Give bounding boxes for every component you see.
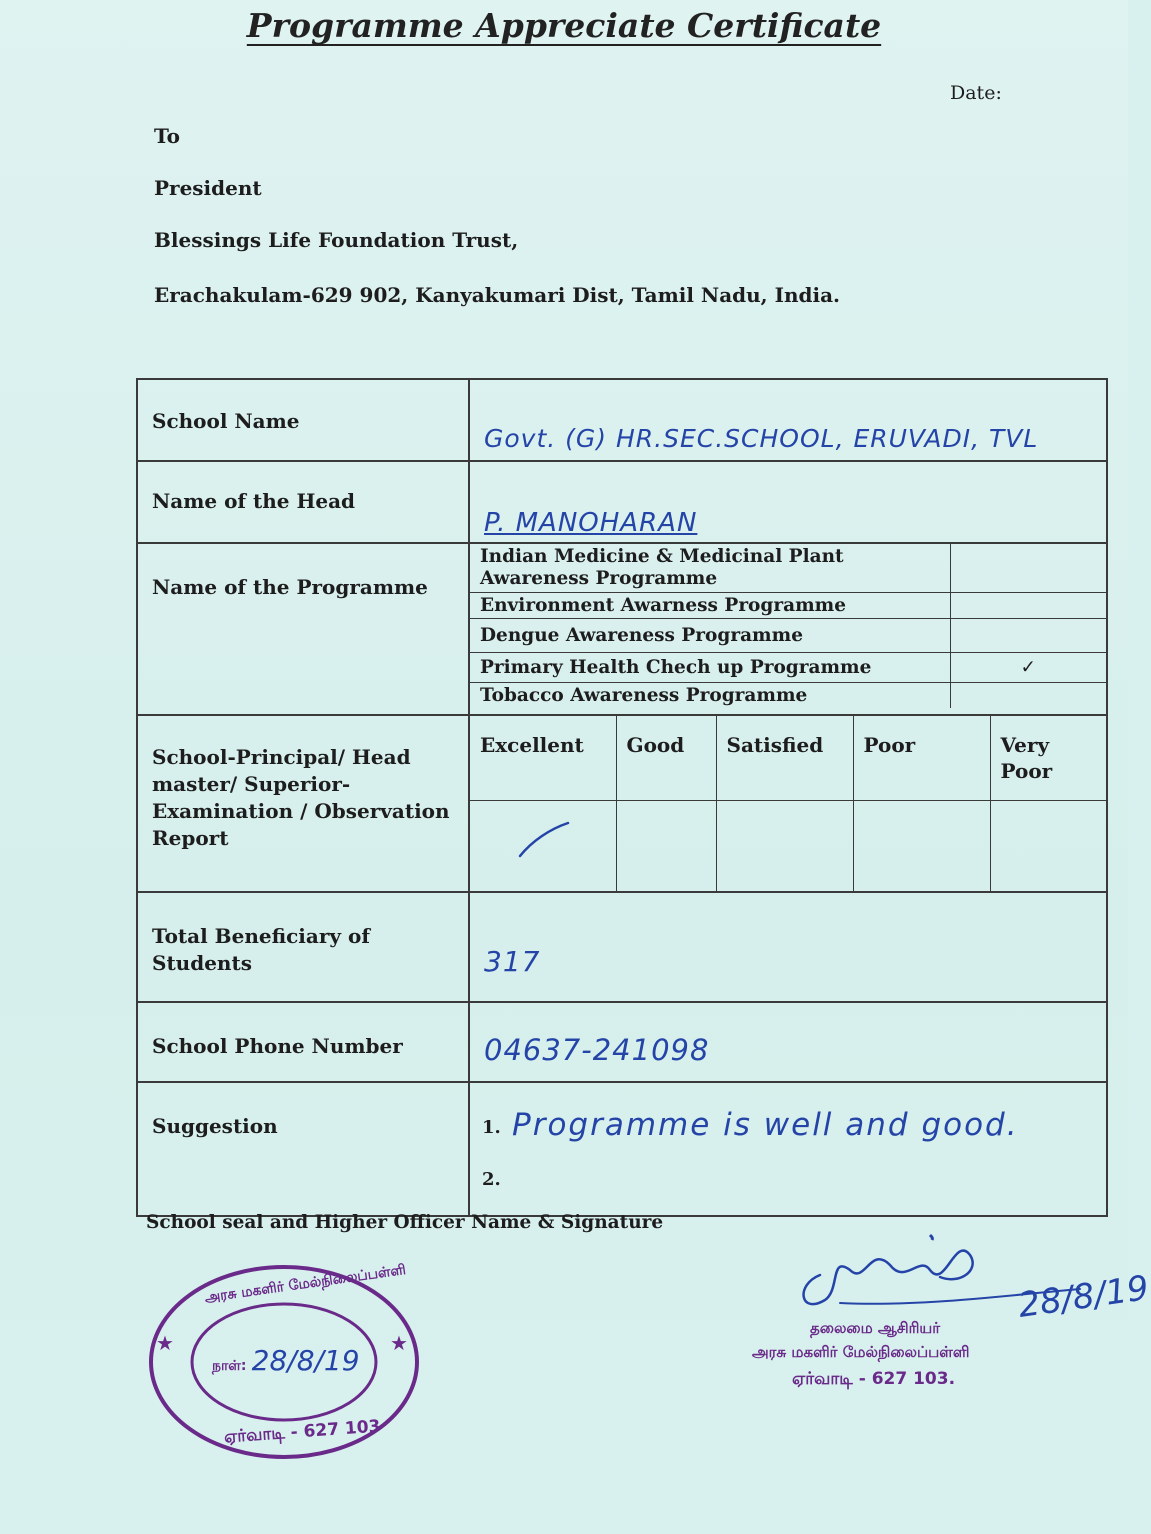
programme-mark — [950, 544, 1106, 593]
school-name-value: Govt. (G) HR.SEC.SCHOOL, ERUVADI, TVL — [484, 424, 1039, 453]
programme-row — [470, 653, 1106, 683]
beneficiary-cell — [469, 892, 1107, 1002]
suggestion-1-number: 1. — [482, 1116, 501, 1138]
head-name-label: Name of the Head — [137, 461, 469, 543]
address-to: To — [154, 124, 180, 148]
rating-very-poor-label: Very Poor — [990, 716, 1106, 800]
suggestion-1-text: Programme is well and good. — [512, 1106, 1019, 1143]
programme-mark: ✓ — [950, 653, 1106, 683]
programme-row — [470, 544, 1106, 593]
phone-label: School Phone Number — [137, 1002, 469, 1082]
seal-top-text: அரசு மகளிர் மேல்நிலைப்பள்ளி — [203, 1261, 407, 1307]
suggestion-cell — [469, 1082, 1107, 1216]
programme-name: Tobacco Awareness Programme — [470, 683, 950, 709]
stamp-line2: அரசு மகளிர் மேல்நிலைப்பள்ளி — [752, 1343, 970, 1361]
address-line1: President — [154, 176, 262, 200]
beneficiary-label: Total Beneficiary of Students — [137, 892, 469, 1002]
rating-satisfied-label: Satisfied — [716, 716, 853, 800]
phone-cell — [469, 1002, 1107, 1082]
officer-signature — [752, 1215, 1151, 1395]
rating-poor-mark — [853, 800, 990, 891]
suggestion-2-number: 2. — [482, 1168, 501, 1190]
programme-name: Primary Health Chech up Programme — [470, 653, 950, 683]
school-name-label: School Name — [137, 379, 469, 461]
rating-good-mark — [616, 800, 716, 891]
address-line2: Blessings Life Foundation Trust, — [154, 228, 519, 252]
programme-label: Name of the Programme — [137, 543, 469, 715]
rating-table — [470, 716, 1106, 891]
phone-value: 04637-241098 — [484, 1032, 710, 1067]
programme-row — [470, 683, 1106, 709]
stamp-line1: தலைமை ஆசிரியர் — [810, 1319, 941, 1337]
certificate-form-table — [136, 378, 1108, 1217]
seal-date — [212, 1344, 360, 1377]
rating-poor-label: Poor — [853, 716, 990, 800]
signature-date: 28/8/19 — [1015, 1268, 1151, 1326]
programme-mark — [950, 593, 1106, 619]
checkmark-icon — [470, 801, 616, 885]
programme-list-cell — [469, 543, 1107, 715]
svg-text:★: ★ — [390, 1331, 408, 1355]
rating-excellent-label: Excellent — [470, 716, 616, 800]
programme-row — [470, 593, 1106, 619]
seal-date-prefix: நாள்: — [212, 1358, 247, 1374]
programme-name: Indian Medicine & Medicinal Plant Awareness Programme — [470, 544, 950, 593]
programme-mark — [950, 683, 1106, 709]
suggestion-label: Suggestion — [137, 1082, 469, 1216]
page-title: Programme Appreciate Certificate — [246, 6, 882, 45]
school-seal — [146, 1262, 422, 1462]
seal-bottom-text: ஏர்வாடி - 627 103 — [223, 1416, 382, 1448]
programme-name: Dengue Awareness Programme — [470, 619, 950, 653]
programme-list — [470, 544, 1106, 708]
head-name-value: P. MANOHARAN — [484, 508, 698, 538]
head-name-cell — [469, 461, 1107, 543]
school-name-cell — [469, 379, 1107, 461]
rating-satisfied-mark — [716, 800, 853, 891]
address-line3: Erachakulam-629 902, Kanyakumari Dist, Tamil Nadu, India. — [154, 283, 841, 307]
programme-name: Environment Awarness Programme — [470, 593, 950, 619]
rating-cell — [469, 715, 1107, 892]
stamp-line3: ஏர்வாடி - 627 103. — [792, 1369, 956, 1389]
report-label: School-Principal/ Head master/ Superior-Examination / Observation Report — [137, 715, 469, 892]
svg-text:★: ★ — [156, 1331, 174, 1355]
date-label: Date: — [950, 82, 1002, 104]
beneficiary-value: 317 — [484, 944, 541, 978]
rating-good-label: Good — [616, 716, 716, 800]
programme-row — [470, 619, 1106, 653]
seal-date-value: 28/8/19 — [251, 1344, 360, 1377]
rating-very-poor-mark — [990, 800, 1106, 891]
seal-signature-label: School seal and Higher Officer Name & Signature — [146, 1212, 664, 1233]
rating-excellent-mark — [470, 800, 616, 891]
programme-mark — [950, 619, 1106, 653]
